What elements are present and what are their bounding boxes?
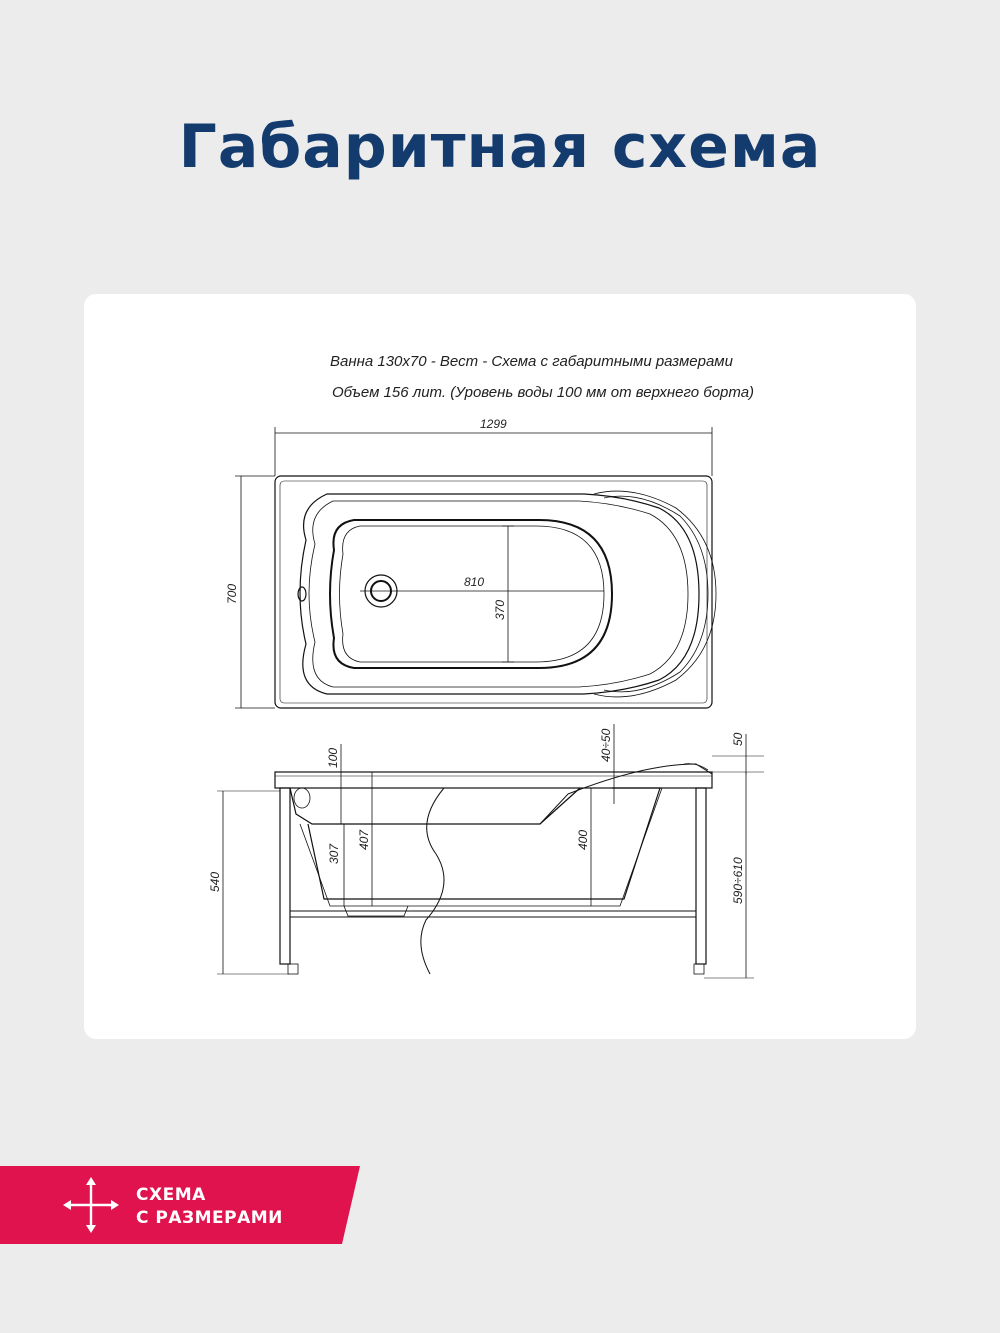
- tub-outline-top: [275, 476, 712, 708]
- badge-label: [136, 1184, 283, 1230]
- schema-badge: [0, 1166, 360, 1244]
- dim-width: 700: [225, 583, 239, 604]
- dim-depth-a: 407: [357, 829, 371, 850]
- frame-leg-left: [280, 788, 290, 964]
- frame-leg-right: [696, 788, 706, 964]
- side-view: [217, 724, 764, 978]
- basin-outer: [300, 494, 699, 694]
- tub-body: [290, 788, 660, 899]
- badge-line-1: СХЕМА: [136, 1185, 206, 1205]
- drawing-caption-2: Объем 156 лит. (Уровень воды 100 мм от верхнего борта): [332, 384, 755, 401]
- top-view: [235, 427, 716, 708]
- dim-inner-length: 810: [464, 575, 485, 589]
- drawing-caption-1: Ванна 130х70 - Вест - Схема с габаритными размерами: [330, 353, 733, 370]
- badge-line-2: С РАЗМЕРАМИ: [136, 1208, 283, 1228]
- diagram-card: [84, 294, 916, 1039]
- dim-height-adj: 590÷610: [731, 857, 745, 904]
- dim-inner-width: 370: [493, 599, 507, 620]
- bathtub-drawing: [84, 294, 916, 1039]
- dim-depth-c: 400: [576, 829, 590, 850]
- dim-top-offset: 40÷50: [599, 728, 613, 762]
- tub-rim: [275, 772, 712, 788]
- dim-rim: 50: [731, 732, 745, 746]
- dim-depth-b: 307: [327, 843, 341, 864]
- dim-water-level: 100: [326, 747, 340, 768]
- dim-height: 540: [208, 871, 222, 892]
- page-title: Габаритная схема: [178, 112, 822, 182]
- overflow-hole: [298, 587, 306, 601]
- dim-length: 1299: [480, 417, 507, 431]
